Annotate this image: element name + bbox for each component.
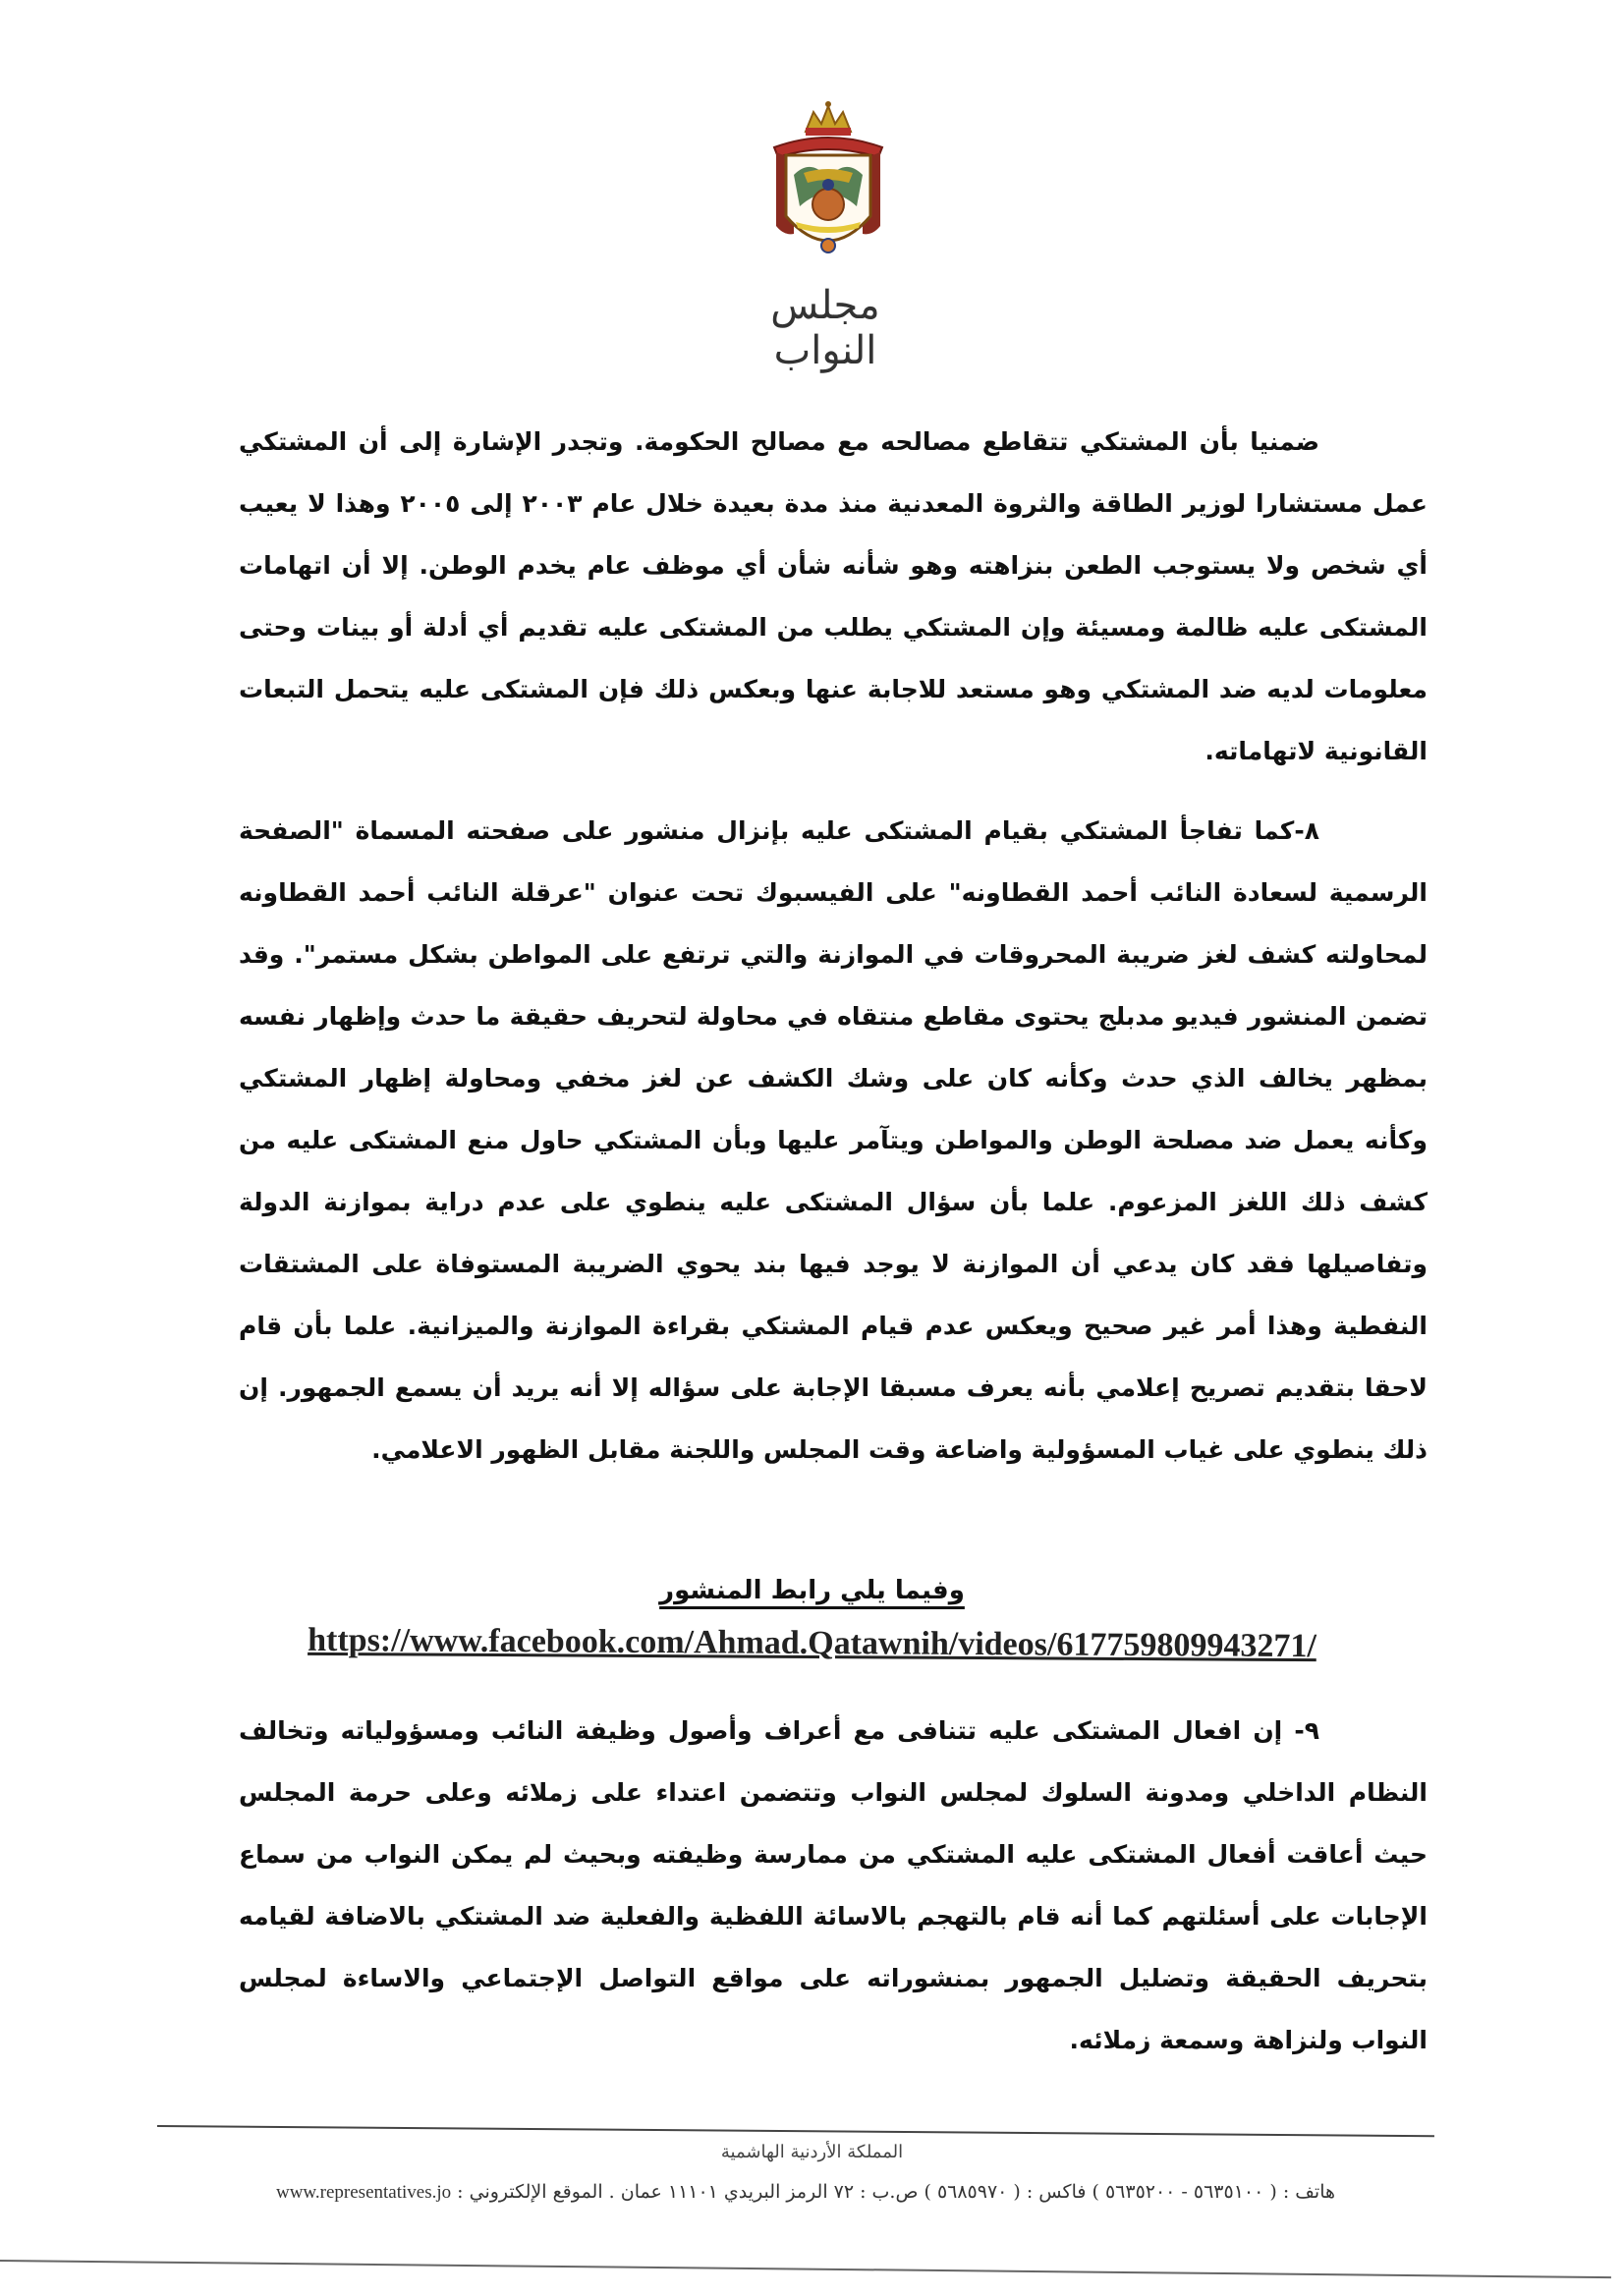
footer-kingdom-name: المملكة الأردنية الهاشمية [720, 2142, 904, 2162]
paragraph-text: ٩- إن افعال المشتكى عليه تتنافى مع أعراف وأصول وظيفة النائب ومسؤولياته وتخالف النظام الداخلي ومدونة السلوك لمجلس النواب وتتضمن اعتداء على زملائه وعلى حرمة المجلس حيث أعاقت أفعال المشتكى عليه المشتكي من ممارسة وظيفته وبحيث لم يمكن النواب من سماع الإجابات على أسئلتهم كما أنه قام بالتهجم بالاسائة اللفظية والفعلية ضد المشتكي بالاضافة لقيامه بتحريف الحقيقة وتضليل الجمهور بمنشوراته على مواقع التواصل الإجتماعي والاساءة لمجلس النواب ولنزاهة وسمعة زملائه. [239, 1716, 1428, 2054]
council-name-logo: مجلس النواب [770, 283, 880, 373]
paragraph-9 [239, 1700, 1428, 2071]
footer-contact-info [196, 2181, 1415, 2204]
footer-contact-text: هاتف : ( ٥٦٣٥١٠٠ - ٥٦٣٥٢٠٠ ) فاكس : ( ٥٦٨٥٩٧٠ ) ص.ب : ٧٢ الرمز البريدي ١١١٠١ عمان . الموقع الإلكتروني : [457, 2181, 1336, 2203]
paragraph-text: ضمنيا بأن المشتكي تتقاطع مصالحه مع مصالح الحكومة. وتجدر الإشارة إلى أن المشتكي عمل مستشارا لوزير الطاقة والثروة المعدنية منذ مدة بعيدة خلال عام ٢٠٠٣ إلى ٢٠٠٥ وهذا لا يعيب أي شخص ولا يستوجب الطعن بنزاهته وهو شأنه شأن أي موظف عام يخدم الوطن. إلا أن اتهامات المشتكى عليه ظالمة ومسيئة وإن المشتكي يطلب من المشتكى عليه تقديم أي أدلة أو بينات وحتى معلومات لديه ضد المشتكي وهو مستعد للاجابة عنها وبعكس ذلك فإن المشتكى عليه يتحمل التبعات القانونية لاتهاماته. [239, 427, 1428, 765]
paragraph-text: ٨-كما تفاجأ المشتكي بقيام المشتكى عليه بإنزال منشور على صفحته المسماة "الصفحة الرسمية لسعادة النائب أحمد القطاونه" على الفيسبوك تحت عنوان "عرقلة النائب أحمد القطاونه لمحاولته كشف لغز ضريبة المحروقات في الموازنة والتي ترتفع على المواطن بشكل مستمر". وقد تضمن المنشور فيديو مدبلج يحتوى مقاطع منتقاه في محاولة لتحريف حقيقة ما حدث وإظهار نفسه بمظهر يخالف الذي حدث وكأنه كان على وشك الكشف عن لغز مخفي ومحاولة إظهار المشتكي وكأنه يعمل ضد مصلحة الوطن والمواطن ويتآمر عليها وبأن المشتكي حاول منع المشتكى عليه من كشف ذلك اللغز المزعوم. علما بأن سؤال المشتكى عليه ينطوي على عدم دراية بموازنة الدولة وتفاصيلها فقد كان يدعي أن الموازنة لا يوجد فيها بند يحوي الضريبة المستوفاة على المشتقات النفطية وهذا أمر غير صحيح ويعكس عدم قيام المشتكي بقراءة الموازنة والميزانية. علما بأن قام لاحقا بتقديم تصريح إعلامي بأنه يعرف مسبقا الإجابة على سؤاله إلا أنه يريد أن يسمع الجمهور. إن ذلك ينطوي على غياب المسؤولية واضاعة وقت المجلس واللجنة مقابل الظهور الاعلامي. [239, 816, 1428, 1464]
footer-website-link[interactable]: www.representatives.jo [275, 2182, 452, 2203]
paragraph-continued [239, 411, 1428, 782]
scan-edge-line [0, 2260, 1611, 2278]
footer-divider [157, 2125, 1434, 2137]
paragraph-8 [239, 800, 1428, 1481]
facebook-post-link[interactable]: https://www.facebook.com/Ahmad.Qatawnih/videos/617759809943271/ [308, 1621, 1316, 1665]
link-heading: وفيما يلي رابط المنشور [659, 1576, 965, 1605]
jordan-coat-of-arms-icon [755, 98, 902, 265]
